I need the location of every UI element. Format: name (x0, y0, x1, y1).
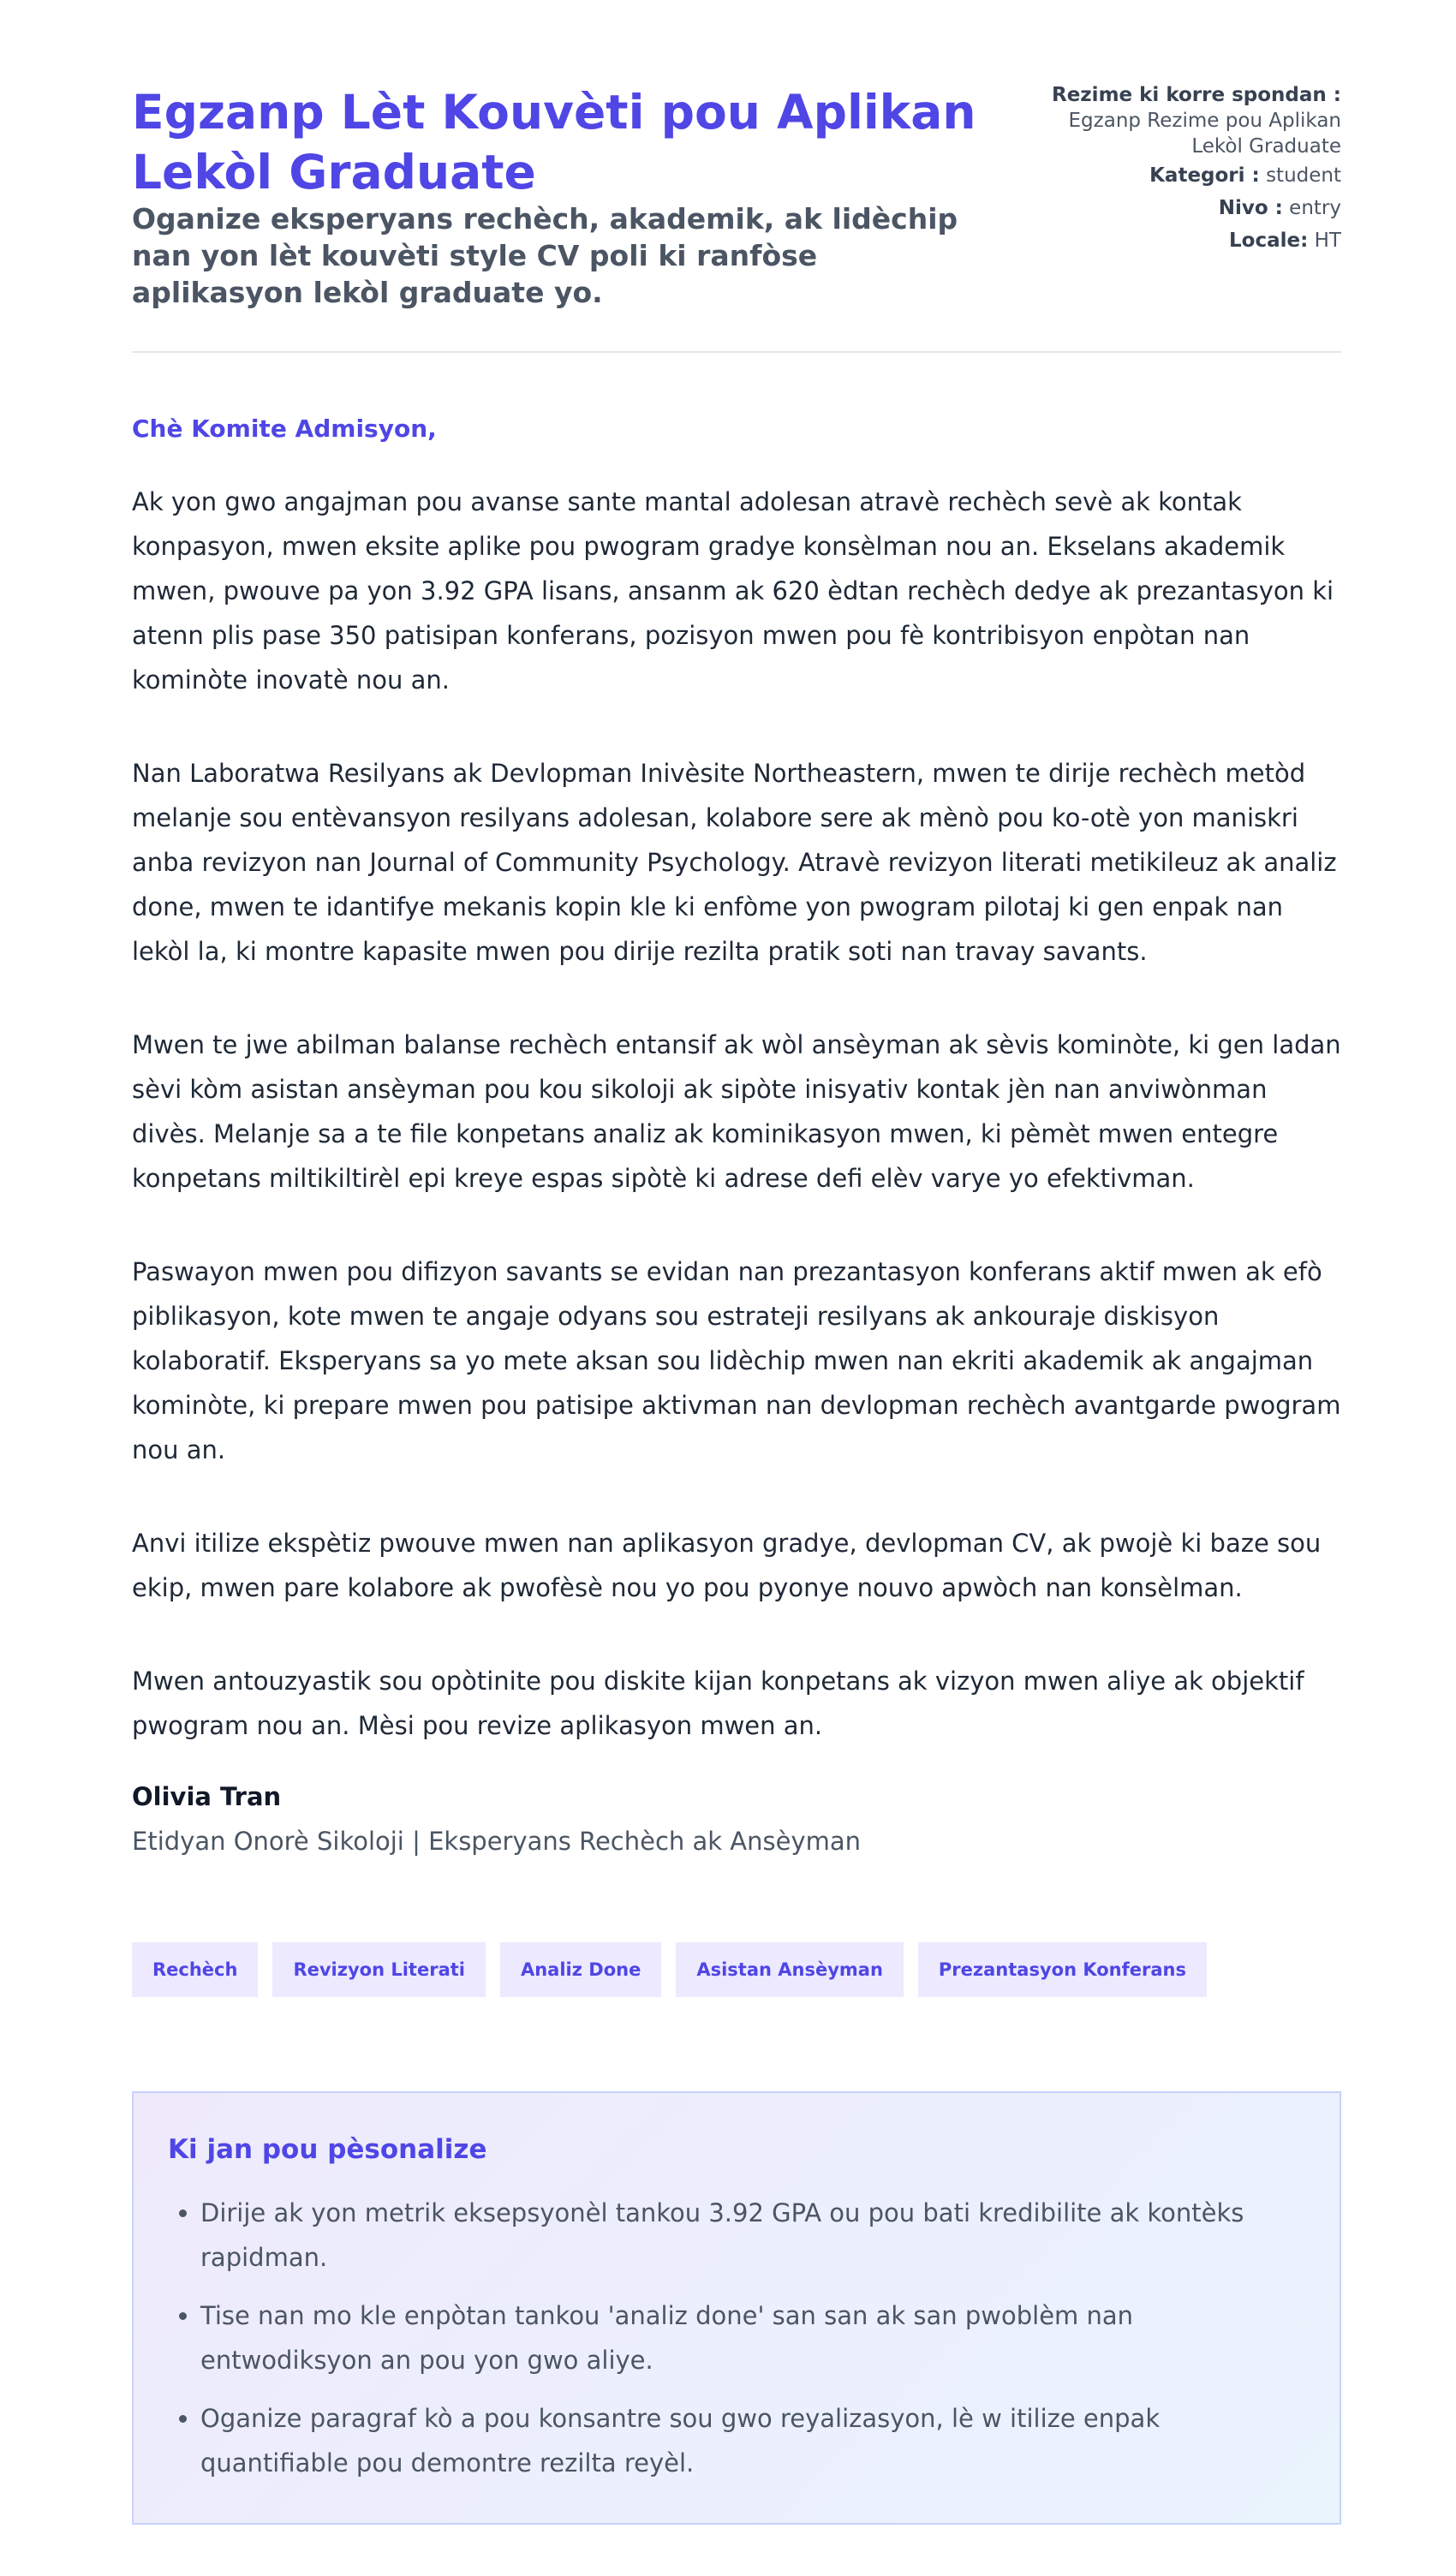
signature-block (132, 1778, 861, 1860)
meta-level-label: Nivo : (1218, 197, 1283, 219)
meta-category-value: student (1266, 164, 1341, 187)
letter-paragraph: Ak yon gwo angajman pou avanse sante mantal adolesan atravè rechèch sevè ak kontak konpasyon, mwen eksite aplike pou pwogram gradye konsèlman nou an. Ekselans akademik mwen, pwouve pa yon 3.92 GPA lisans, ansanm ak 620 èdtan rechèch dedye ak prezantasyon ki atenn plis pase 350 patisipan konferans, pozisyon mwen pou fè kontribisyon enpòtan nan kominòte inovatè nou an. (132, 487, 1334, 695)
skill-tag: Prezantasyon Konferans (918, 1942, 1207, 1997)
skill-tag: Rechèch (132, 1942, 258, 1997)
letter-paragraph: Paswayon mwen pou difizyon savants se evidan nan prezantasyon konferans aktif mwen ak efò piblikasyon, kote mwen te angaje odyans sou estrateji resilyans ak ankouraje diskisyon kolaboratif. Eksperyans sa yo mete aksan sou lidèchip mwen nan ekriti akademik ak angajman kominòte, ki prepare mwen pou patisipe aktivman nan devlopman rechèch avantgarde pwogram nou an. (132, 1257, 1341, 1464)
meta-resume-label: Rezime ki korre spondan : (1051, 84, 1341, 106)
tip-item: • Dirije ak yon metrik eksepsyonèl tankou 3.92 GPA ou pou bati kredibilite ak kontèks rapidman. (200, 2191, 1305, 2280)
meta-category-label: Kategori : (1149, 164, 1260, 187)
letter-paragraph: Mwen antouzyastik sou opòtinite pou diskite kijan konpetans ak vizyon mwen aliye ak objektif pwogram nou an. Mèsi pou revize aplikasyon mwen an. (132, 1667, 1304, 1740)
meta-panel (1016, 82, 1341, 257)
page-subtitle: Oganize eksperyans rechèch, akademik, ak lidèchip nan yon lèt kouvèti style CV poli ki ranfòse aplikasyon lekòl graduate yo. (132, 202, 958, 309)
meta-level-value: entry (1289, 197, 1341, 219)
letter-paragraph: Nan Laboratwa Resilyans ak Devlopman Inivèsite Northeastern, mwen te dirije rechèch metòd melanje sou entèvansyon resilyans adolesan, kolabore sere ak mènò pou ko-otè yon maniskri anba revizyon nan Journal of Community Psychology. Atravè revizyon literati metikileuz ak analiz done, mwen te idantifye mekanis kopin kle ki enfòme yon pwogram pilotaj ki gen enpak nan lekòl la, ki montre kapasite mwen pou dirije rezilta pratik soti nan travay savants. (132, 759, 1337, 966)
letter-paragraph: Mwen te jwe abilman balanse rechèch entansif ak wòl ansèyman ak sèvis kominòte, ki gen ladan sèvi kòm asistan ansèyman pou kou sikoloji ak sipòte inisyativ kontak jèn nan anviwònman divès. Melanje sa a te file konpetans analiz ak kominikasyon mwen, ki pèmèt mwen entegre konpetans miltikiltirèl epi kreye espas sipòtè ki adrese defi elèv varye yo efektivman. (132, 1030, 1341, 1193)
skill-tag: Revizyon Literati (272, 1942, 486, 1997)
cover-letter-document (132, 82, 1341, 2478)
meta-resume-value: Egzanp Rezime pou Aplikan Lekòl Graduate (1068, 110, 1341, 158)
tip-item: • Oganize paragraf kò a pou konsantre sou gwo reyalizasyon, lè w itilize enpak quantifiable pou demontre rezilta reyèl. (200, 2396, 1305, 2485)
salutation: Chè Komite Admisyon, (132, 414, 437, 443)
meta-level (1016, 192, 1341, 224)
letter-body (132, 480, 1341, 1797)
meta-category (1016, 159, 1341, 192)
skill-tag: Analiz Done (500, 1942, 661, 1997)
skill-tags (132, 1942, 1207, 1997)
meta-locale-label: Locale: (1229, 230, 1309, 252)
meta-locale (1016, 224, 1341, 257)
customization-tips-box (132, 2091, 1341, 2525)
tips-list (168, 2191, 1305, 2485)
signature-name: Olivia Tran (132, 1782, 282, 1811)
tips-title: Ki jan pou pèsonalize (168, 2134, 487, 2165)
skill-tag: Asistan Ansèyman (676, 1942, 904, 1997)
document-header (132, 82, 1341, 353)
meta-locale-value: HT (1314, 230, 1341, 252)
letter-paragraph: Anvi itilize ekspètiz pwouve mwen nan aplikasyon gradye, devlopman CV, ak pwojè ki baze sou ekip, mwen pare kolabore ak pwofèsè nou yo pou pyonye nouvo apwòch nan konsèlman. (132, 1529, 1322, 1602)
tip-item: • Tise nan mo kle enpòtan tankou 'analiz done' san san ak san pwoblèm nan entwodiksyon an pou yon gwo aliye. (200, 2293, 1305, 2382)
signature-role: Etidyan Onorè Sikoloji | Eksperyans Rechèch ak Ansèyman (132, 1827, 862, 1856)
page-title: Egzanp Lèt Kouvèti pou Aplikan Lekòl Graduate (132, 85, 976, 200)
header-divider (132, 351, 1341, 353)
